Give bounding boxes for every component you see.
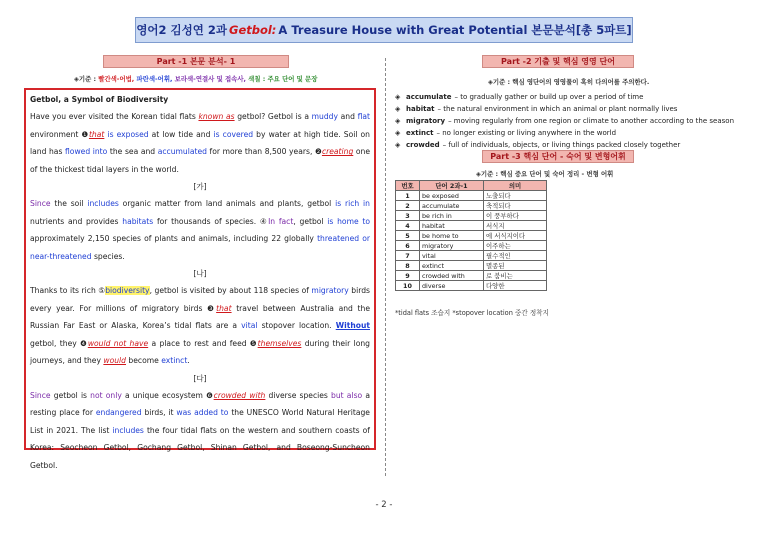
header-meaning: 의미: [484, 181, 547, 191]
criteria-blue: 파란색-어휘,: [136, 75, 173, 83]
marker-ga: [가]: [193, 182, 207, 192]
table-row: 1 be exposed 노출되다: [396, 191, 547, 201]
diamond-icon: ◈: [395, 140, 401, 149]
part2-criteria: ◈기준 : 핵심 영단어의 영영풀이 혹히 다의어를 주의한다.: [488, 78, 650, 86]
table-row: 7 vital 필수적인: [396, 251, 547, 261]
page-title: [135, 17, 633, 43]
footnote: *tidal flats 조습지 *stopover location 중간 정착지: [395, 309, 549, 317]
criteria-red: 빨간색-어법,: [98, 75, 135, 83]
table-row: 4 habitat 서식지: [396, 221, 547, 231]
diamond-icon: ◈: [395, 116, 401, 125]
table-row: 8 extinct 멸종된: [396, 261, 547, 271]
table-row: 2 accumulate 축적되다: [396, 201, 547, 211]
table-row: 6 migratory 이주하는: [396, 241, 547, 251]
title-suffix: A Treasure House with Great Potential 본문분석[총 5파트]: [278, 23, 632, 37]
vocab-item: ◈ accumulate – to gradually gather or build up over a period of time: [395, 92, 755, 104]
vocab-item: ◈ crowded – full of individuals, objects, or living things packed closely together: [395, 140, 755, 152]
column-divider: [385, 58, 386, 476]
vocab-list: [395, 92, 755, 152]
table-row: 5 be home to 에 서식지이다: [396, 231, 547, 241]
diamond-icon: ◈: [395, 128, 401, 137]
page-number: - 2 -: [375, 500, 393, 510]
part1-label: Part -1 본문 분석- 1: [103, 55, 289, 68]
paragraph-3: Thanks to its rich ⑤biodiversity, getbol is visited by about 118 species of migratory birds every year. For millions of migratory birds ❸that travel between Australia and the Russian Far East or Alaska, Korea’s tidal flats are a vital stopover location. Without getbol, they ❹would not have a place to rest and feed ❺themselves during their long journeys, and they would become extinct.: [30, 286, 370, 366]
paragraph-2: Since the soil includes organic matter from land animals and plants, getbol is rich in nutrients and provides habitats for thousands of species. ④In fact, getbol is home to approximately 2,150 species of plants and animals, including 22 globally threatened or near-threatened species.: [30, 199, 370, 261]
part3-label: Part -3 핵심 단어 - 숙어 및 변형어휘: [482, 150, 634, 163]
marker-na: [나]: [193, 269, 207, 279]
vocab-item: ◈ migratory – moving regularly from one region or climate to another according to the season: [395, 116, 755, 128]
part1-criteria: [74, 74, 317, 83]
title-prefix: 영어2 김성연 2과: [136, 23, 227, 37]
criteria-purple: 보라색-연결사 및 접속사,: [174, 75, 246, 83]
vocab-item: ◈ extinct – no longer existing or living anywhere in the world: [395, 128, 755, 140]
table-row: 3 be rich in 이 풍부하다: [396, 211, 547, 221]
table-row: 9 crowded with 로 붐비는: [396, 271, 547, 281]
paragraph-1: Have you ever visited the Korean tidal flats known as getbol? Getbol is a muddy and flat environment ❶that is exposed at low tide and is covered by water at high tide. Soil on land has flowed into the sea and accumulated for more than 8,500 years, ❷creating one of the thickest tidal layers in the world.: [30, 112, 371, 174]
passage-box: [24, 88, 376, 470]
diamond-icon: ◈: [395, 93, 401, 101]
paragraph-4: Since getbol is not only a unique ecosystem ❻crowded with diverse species but also a resting place for endangered birds, it was added to the UNESCO World Natural Heritage List in 2021. The list includes the four tidal flats on the western and southern coasts of Korea: Seocheon Getbol, Gochang Getbol, Shinan Getbol, and Boseong-Suncheon Getbol.: [30, 390, 370, 470]
criteria-green: 색칠 : 주요 단어 및 문장: [248, 75, 318, 83]
marker-da: [다]: [193, 373, 207, 383]
word-table: [395, 180, 547, 291]
criteria-prefix: ◈기준 :: [74, 75, 97, 83]
passage-heading: Getbol, a Symbol of Biodiversity: [30, 95, 169, 104]
header-number: 번호: [396, 181, 420, 191]
part3-criteria: ◈기준 : 핵심 중요 단어 및 숙어 정리 - 변형 어휘: [476, 170, 614, 178]
header-word: 단어 2과-1: [420, 181, 484, 191]
table-row: 10 diverse 다양한: [396, 281, 547, 291]
vocab-item: ◈ habitat – the natural environment in which an animal or plant normally lives: [395, 104, 755, 116]
diamond-icon: ◈: [395, 104, 401, 113]
title-italic: Getbol:: [229, 23, 277, 37]
part2-label: Part -2 기출 및 핵심 영영 단어: [482, 55, 634, 68]
table-header-row: [396, 181, 547, 191]
